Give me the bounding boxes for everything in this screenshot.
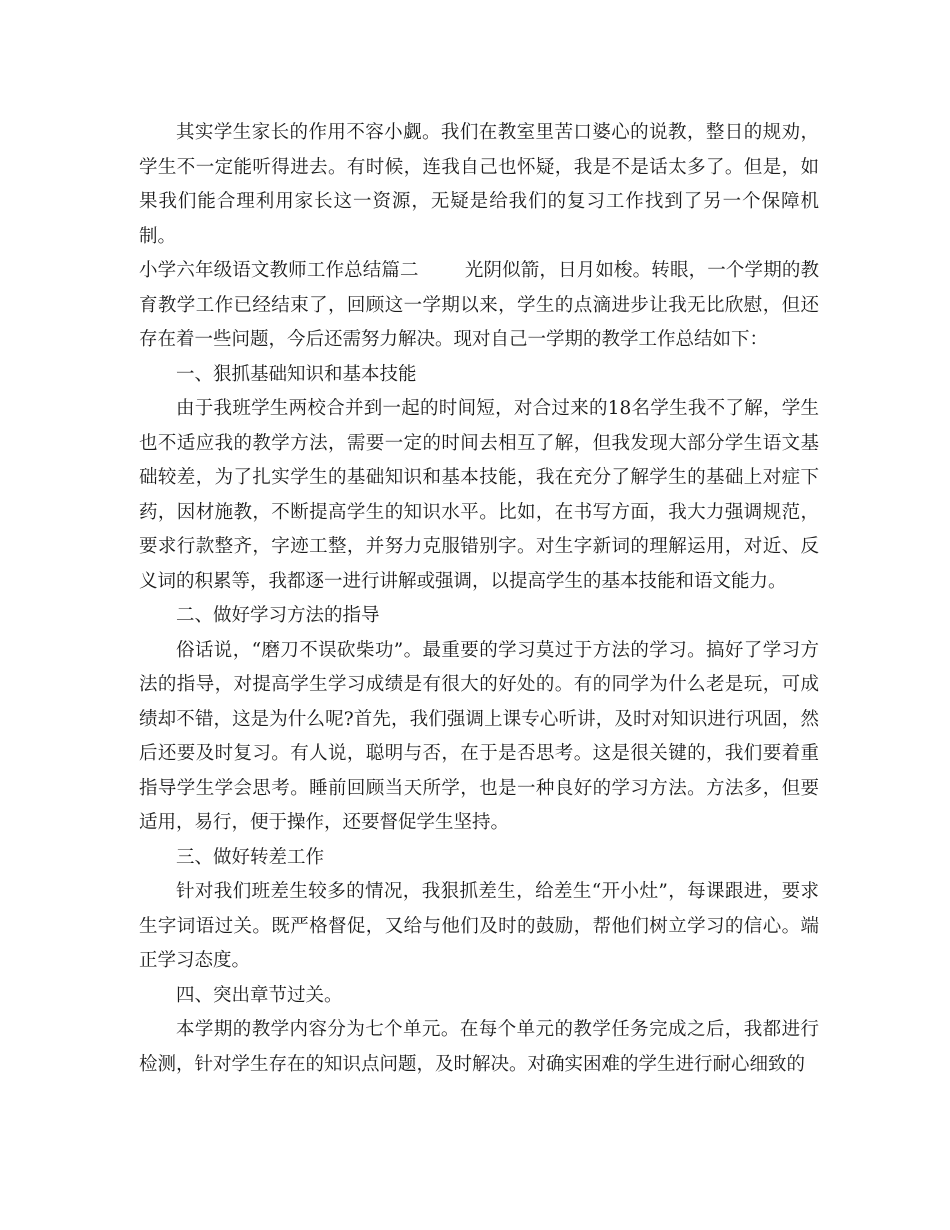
paragraph-remedial: 针对我们班差生较多的情况，我狠抓差生，给差生“开小灶”，每课跟进，要求生字词语过关。既严格督促，又给与他们及时的鼓励，帮他们树立学习的信心。端正学习态度。 bbox=[139, 881, 819, 971]
heading-remedial: 三、做好转差工作 bbox=[176, 846, 325, 868]
section-title: 小学六年级语文教师工作总结篇二 bbox=[139, 260, 419, 281]
heading-methods: 二、做好学习方法的指导 bbox=[176, 605, 380, 626]
paragraph-chapters: 本学期的教学内容分为七个单元。在每个单元的教学任务完成之后，我都进行检测，针对学生存在的知识点问题，及时解决。对确实困难的学生进行耐心细致的 bbox=[139, 1019, 819, 1075]
heading-chapters: 四、突出章节过关。 bbox=[176, 984, 343, 1006]
paragraph-basics: 由于我班学生两校合并到一起的时间短，对合过来的18名学生我不了解，学生也不适应我的教学方法，需要一定的时间去相互了解，但我发现大部分学生语文基础较差，为了扎实学生的基础知识和基本技能，我在充分了解学生的基础上对症下药，因材施教，不断提高学生的知识水平。比如，在书写方面，我大力强调规范，要求行款整齐，字迹工整，并努力克服错别字。对生字新词的理解运用，对近、反义词的积累等，我都逐一进行讲解或强调，以提高学生的基本技能和语文能力。 bbox=[139, 398, 819, 592]
paragraph-methods: 俗话说，“磨刀不误砍柴功”。最重要的学习莫过于方法的学习。搞好了学习方法的指导，对提高学生学习成绩是有很大的好处的。有的同学为什么老是玩，可成绩却不错，这是为什么呢?首先，我们强调上课专心听讲，及时对知识进行巩固，然后还要及时复习。有人说，聪明与否，在于是否思考。这是很关键的，我们要着重指导学生学会思考。睡前回顾当天所学，也是一种良好的学习方法。方法多，但要适用，易行，便于操作，还要督促学生坚持。 bbox=[139, 639, 819, 833]
paragraph-parent-role: 其实学生家长的作用不容小觑。我们在教室里苦口婆心的说教，整日的规劝，学生不一定能听得进去。有时候，连我自己也怀疑，我是不是话太多了。但是，如果我们能合理利用家长这一资源，无疑是给我们的复习工作找到了另一个保障机制。 bbox=[139, 122, 819, 247]
paragraph-summary-intro bbox=[139, 254, 819, 358]
paragraph-text: 光阴似箭，日月如梭。转眼，一个学期的教育教学工作已经结束了，回顾这一学期以来，学生的点滴进步让我无比欣慰，但还存在着一些问题，今后还需努力解决。现对自己一学期的教学工作总结如下： bbox=[139, 260, 819, 350]
heading-basics: 一、狠抓基础知识和基本技能 bbox=[176, 363, 417, 385]
document-body bbox=[139, 116, 819, 1082]
